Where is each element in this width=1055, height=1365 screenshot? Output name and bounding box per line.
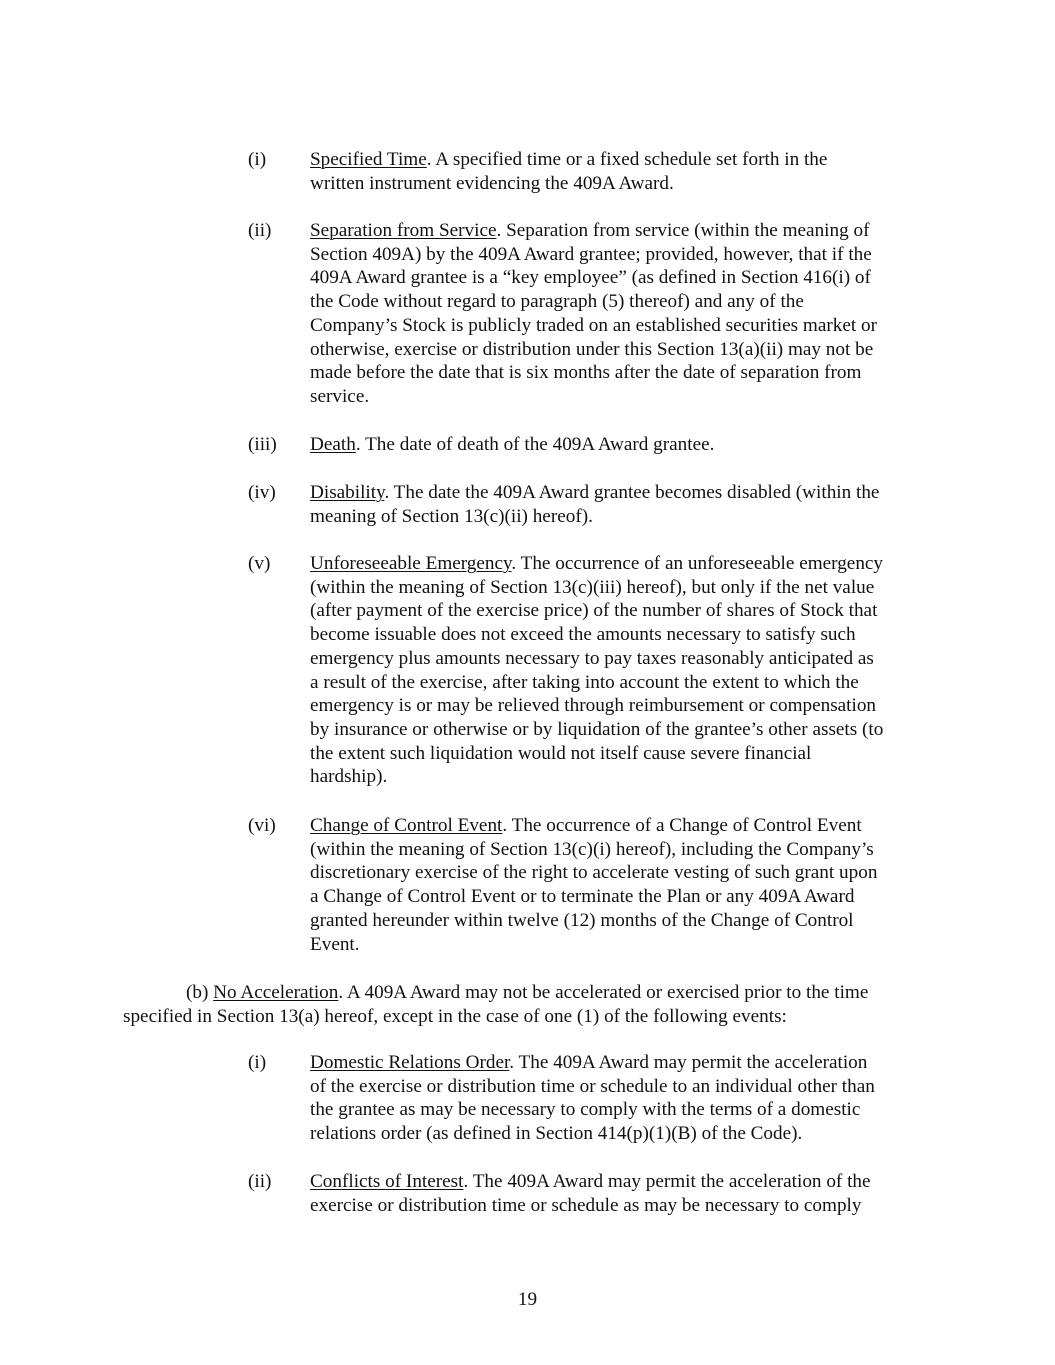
item-line: 409A Award grantee is a “key employee” (as defined in Section 416(i) of <box>310 267 871 289</box>
item-line: Disability. The date the 409A Award grantee becomes disabled (within the <box>310 482 880 503</box>
item-heading: Death <box>310 434 356 455</box>
item-body <box>310 814 935 956</box>
item-line: Separation from Service. Separation from service (within the meaning of <box>310 220 870 241</box>
item-line: Specified Time. A specified time or a fixed schedule set forth in the <box>310 149 828 170</box>
item-number: (iv) <box>248 482 276 503</box>
item-line: Company’s Stock is publicly traded on an established securities market or <box>310 314 877 336</box>
item-line: of the exercise or distribution time or schedule to an individual other than <box>310 1075 875 1097</box>
item-line: Domestic Relations Order. The 409A Award may permit the acceleration <box>310 1052 868 1073</box>
item-line: become issuable does not exceed the amounts necessary to satisfy such <box>310 624 856 646</box>
item-line: Death. The date of death of the 409A Award grantee. <box>310 434 715 455</box>
section-heading: No Acceleration <box>213 982 339 1003</box>
item-body <box>310 433 935 457</box>
item-body <box>310 552 935 789</box>
item-line: relations order (as defined in Section 414(p)(1)(B) of the Code). <box>310 1123 803 1145</box>
item-heading: Conflicts of Interest <box>310 1171 464 1192</box>
item-line: by insurance or otherwise or by liquidation of the grantee’s other assets (to <box>310 718 884 740</box>
item-line: Event. <box>310 933 360 955</box>
item-line: written instrument evidencing the 409A Award. <box>310 172 674 194</box>
item-line: the grantee as may be necessary to comply with the terms of a domestic <box>310 1099 861 1121</box>
item-line: otherwise, exercise or distribution under this Section 13(a)(ii) may not be <box>310 338 874 360</box>
item-line: discretionary exercise of the right to accelerate vesting of such grant upon <box>310 862 878 884</box>
item-line: service. <box>310 385 370 407</box>
item-line: Change of Control Event. The occurrence of a Change of Control Event <box>310 815 862 836</box>
paragraph-line: specified in Section 13(a) hereof, except in the case of one (1) of the following events: <box>123 1005 787 1027</box>
item-body <box>310 481 935 528</box>
item-line: Section 409A) by the 409A Award grantee; provided, however, that if the <box>310 243 872 265</box>
item-number: (ii) <box>248 1171 272 1192</box>
item-line: the Code without regard to paragraph (5) thereof) and any of the <box>310 291 804 313</box>
item-line: Unforeseeable Emergency. The occurrence of an unforeseeable emergency <box>310 553 884 574</box>
item-line: made before the date that is six months after the date of separation from <box>310 362 862 384</box>
item-line: hardship). <box>310 766 388 788</box>
paragraph-line: (b) No Acceleration. A 409A Award may not be accelerated or exercised prior to the time <box>186 982 869 1003</box>
item-line: (after payment of the exercise price) of the number of shares of Stock that <box>310 600 878 622</box>
item-number: (i) <box>248 1052 267 1073</box>
item-line: the extent such liquidation would not itself cause severe financial <box>310 742 812 764</box>
item-heading: Unforeseeable Emergency <box>310 553 512 574</box>
item-heading: Change of Control Event <box>310 815 503 836</box>
item-line: (within the meaning of Section 13(c)(i) hereof), including the Company’s <box>310 838 874 860</box>
item-body <box>310 1170 935 1217</box>
page-number: 19 <box>517 1289 538 1310</box>
item-line: exercise or distribution time or schedule as may be necessary to comply <box>310 1194 862 1216</box>
item-line: (within the meaning of Section 13(c)(iii) hereof), but only if the net value <box>310 576 875 598</box>
item-body <box>310 1051 935 1146</box>
item-heading: Disability <box>310 482 385 503</box>
item-heading: Specified Time <box>310 149 427 170</box>
item-number: (ii) <box>248 220 272 241</box>
item-line: a result of the exercise, after taking into account the extent to which the <box>310 671 859 693</box>
item-line: Conflicts of Interest. The 409A Award may permit the acceleration of the <box>310 1171 871 1192</box>
item-number: (v) <box>248 553 271 574</box>
item-line: emergency is or may be relieved through reimbursement or compensation <box>310 695 877 717</box>
item-number: (iii) <box>248 434 277 455</box>
item-heading: Domestic Relations Order <box>310 1052 510 1073</box>
item-line: emergency plus amounts necessary to pay taxes reasonably anticipated as <box>310 647 874 669</box>
item-line: meaning of Section 13(c)(ii) hereof). <box>310 505 593 527</box>
item-heading: Separation from Service <box>310 220 497 241</box>
item-number: (vi) <box>248 815 276 836</box>
item-line: granted hereunder within twelve (12) months of the Change of Control <box>310 909 854 931</box>
item-number: (i) <box>248 149 267 170</box>
item-body <box>310 219 935 409</box>
section-b-paragraph <box>123 981 943 1028</box>
section-label: (b) <box>186 982 214 1003</box>
item-line: a Change of Control Event or to terminate the Plan or any 409A Award <box>310 886 855 908</box>
item-body <box>310 148 935 195</box>
